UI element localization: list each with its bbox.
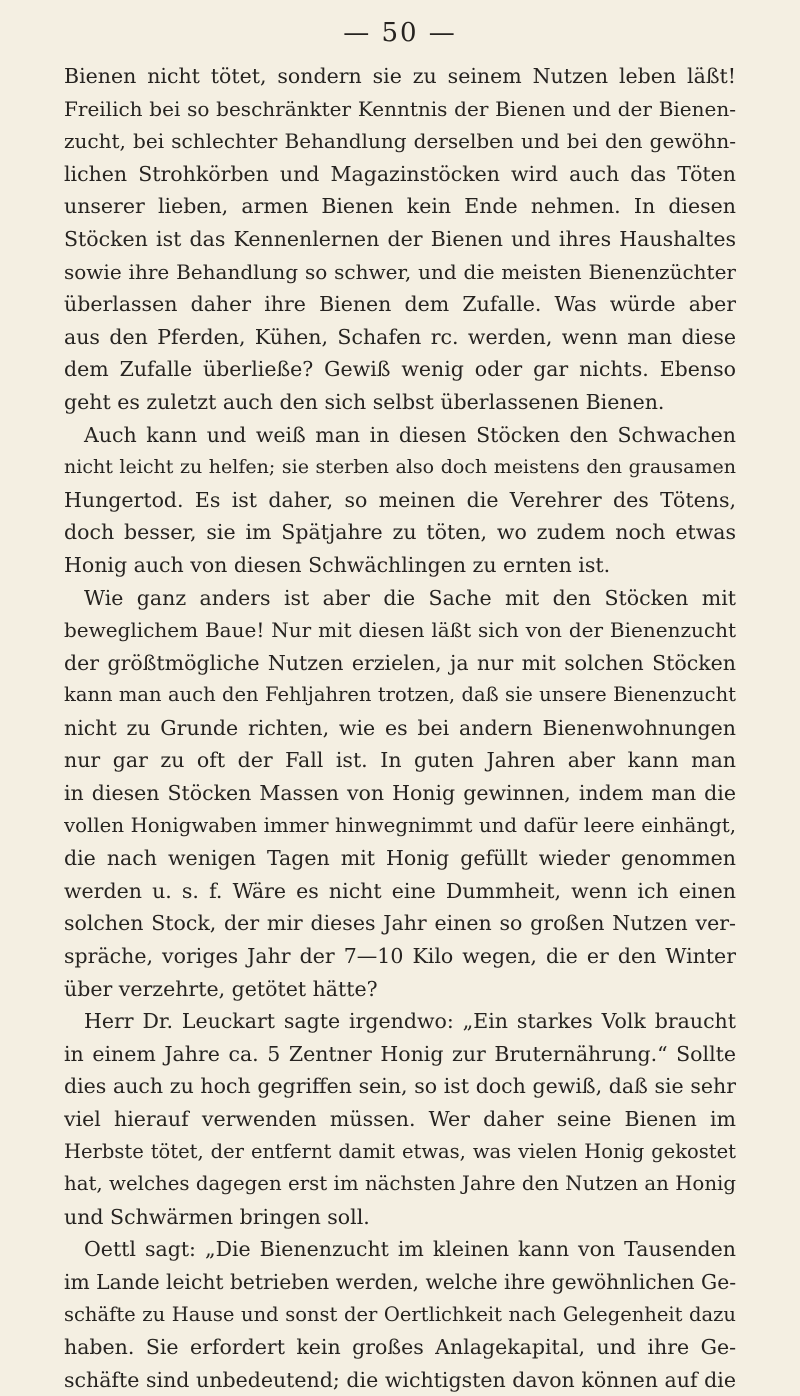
text-line: dem Zufalle überließe? Gewiß wenig oder gar nichts. Ebenso xyxy=(64,357,736,382)
text-line: Herr Dr. Leuckart sagte irgendwo: „Ein starkes Volk braucht xyxy=(84,1009,736,1034)
text-line: sowie ihre Behandlung so schwer, und die meisten Bienenzüchter xyxy=(64,259,736,284)
text-line: dies auch zu hoch gegriffen sein, so ist doch gewiß, daß sie sehr xyxy=(64,1074,736,1099)
text-line: der größtmögliche Nutzen erzielen, ja nur mit solchen Stöcken xyxy=(64,650,736,675)
text-line: nicht leicht zu helfen; sie sterben also doch meistens den grausamen xyxy=(64,456,736,479)
text-line: schäfte zu Hause und sonst der Oertlichkeit nach Gelegenheit dazu xyxy=(64,1302,736,1326)
body-text xyxy=(64,60,736,1396)
text-line: Wie ganz anders ist aber die Sache mit den Stöcken mit xyxy=(84,585,736,610)
text-line: kann man auch den Fehljahren trotzen, daß sie unsere Bienenzucht xyxy=(64,683,736,707)
text-line: Freilich bei so beschränkter Kenntnis der Bienen und der Bienen- xyxy=(64,96,736,121)
text-line: spräche, voriges Jahr der 7—10 Kilo wegen, die er den Winter xyxy=(64,944,736,969)
text-line: Auch kann und weiß man in diesen Stöcken den Schwachen xyxy=(84,422,736,447)
page-number: — 50 — xyxy=(343,18,457,48)
text-line: überlassen daher ihre Bienen dem Zufalle. Was würde aber xyxy=(64,292,736,317)
text-line: im Lande leicht betrieben werden, welche ihre gewöhnlichen Ge- xyxy=(64,1269,736,1294)
text-line: schäfte sind unbedeutend; die wichtigsten davon können auf die xyxy=(64,1367,736,1392)
text-line: über verzehrte, getötet hätte? xyxy=(64,976,378,1001)
text-line: hat, welches dagegen erst im nächsten Jahre den Nutzen an Honig xyxy=(64,1172,736,1196)
text-line: haben. Sie erfordert kein großes Anlagekapital, und ihre Ge- xyxy=(64,1335,736,1360)
text-line: solchen Stock, der mir dieses Jahr einen so großen Nutzen ver- xyxy=(64,911,736,936)
text-line: Stöcken ist das Kennenlernen der Bienen und ihres Haushaltes xyxy=(64,226,736,251)
text-line: beweglichem Baue! Nur mit diesen läßt sich von der Bienenzucht xyxy=(64,618,736,643)
text-line: Honig auch von diesen Schwächlingen zu ernten ist. xyxy=(64,552,611,577)
text-line: unserer lieben, armen Bienen kein Ende nehmen. In diesen xyxy=(64,194,736,219)
text-line: Herbste tötet, der entfernt damit etwas, was vielen Honig gekostet xyxy=(64,1139,736,1163)
text-line: nur gar zu oft der Fall ist. In guten Jahren aber kann man xyxy=(64,748,736,773)
text-line: viel hierauf verwenden müssen. Wer daher seine Bienen im xyxy=(64,1107,736,1131)
text-line: nicht zu Grunde richten, wie es bei andern Bienenwohnungen xyxy=(64,715,736,740)
text-line: Bienen nicht tötet, sondern sie zu seinem Nutzen leben läßt! xyxy=(64,64,736,88)
text-line: die nach wenigen Tagen mit Honig gefüllt wieder genommen xyxy=(64,846,736,871)
text-line: vollen Honigwaben immer hinwegnimmt und dafür leere einhängt, xyxy=(64,813,736,837)
text-line: in diesen Stöcken Massen von Honig gewinnen, indem man die xyxy=(64,781,736,806)
text-line: in einem Jahre ca. 5 Zentner Honig zur Bruternährung.“ Sollte xyxy=(64,1041,736,1066)
text-line: zucht, bei schlechter Behandlung derselben und bei den gewöhn- xyxy=(64,129,736,154)
text-line: Hungertod. Es ist daher, so meinen die Verehrer des Tötens, xyxy=(64,487,736,512)
text-line: Oettl sagt: „Die Bienenzucht im kleinen kann von Tausenden xyxy=(84,1237,736,1262)
text-line: lichen Strohkörben und Magazinstöcken wird auch das Töten xyxy=(64,161,736,186)
text-line: geht es zuletzt auch den sich selbst überlassenen Bienen. xyxy=(64,389,665,414)
text-line: doch besser, sie im Spätjahre zu töten, wo zudem noch etwas xyxy=(64,520,736,545)
text-line: und Schwärmen bringen soll. xyxy=(64,1204,370,1229)
text-line: aus den Pferden, Kühen, Schafen rc. werden, wenn man diese xyxy=(64,324,736,349)
text-line: werden u. s. f. Wäre es nicht eine Dummheit, wenn ich einen xyxy=(64,878,736,903)
